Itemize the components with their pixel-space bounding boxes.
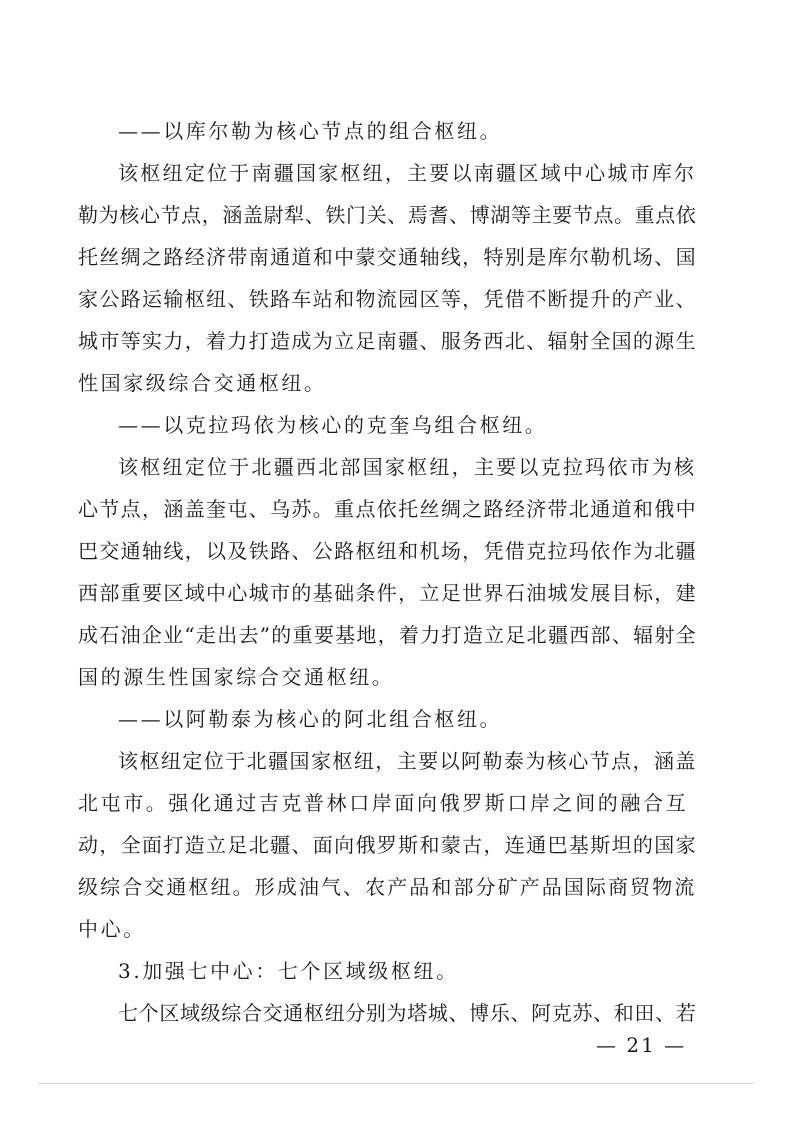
text-line: 成石油企业“走出去”的重要基地，着力打造立足北疆西部、辐射全 [78, 623, 697, 647]
text-line: 3.加强七中心：七个区域级枢纽。 [118, 959, 459, 983]
text-line: 巴交通轴线，以及铁路、公路枢纽和机场，凭借克拉玛依作为北疆 [78, 539, 697, 563]
footer-divider [38, 1083, 755, 1084]
paragraph-altay-hub [78, 740, 698, 950]
text-line: ——以阿勒泰为核心的阿北组合枢纽。 [118, 707, 503, 731]
page-number: — 21 — [596, 1033, 687, 1057]
text-line: 心节点，涵盖奎屯、乌苏。重点依托丝绸之路经济带北通道和俄中 [78, 497, 697, 521]
text-line: 勒为核心节点，涵盖尉犁、铁门关、焉耆、博湖等主要节点。重点依 [78, 203, 697, 227]
text-line: 家公路运输枢纽、铁路车站和物流园区等，凭借不断提升的产业、 [78, 287, 697, 311]
text-line: 该枢纽定位于北疆西北部国家枢纽，主要以克拉玛依市为核 [118, 455, 697, 479]
heading-korla-hub [118, 110, 698, 152]
paragraph-korla-hub [78, 152, 698, 404]
text-line: 级综合交通枢纽。形成油气、农产品和部分矿产品国际商贸物流 [78, 875, 697, 899]
text-line: 性国家级综合交通枢纽。 [78, 371, 327, 395]
text-line: 动，全面打造立足北疆、面向俄罗斯和蒙古，连通巴基斯坦的国家 [78, 833, 697, 857]
text-line: 该枢纽定位于南疆国家枢纽，主要以南疆区域中心城市库尔 [118, 161, 697, 185]
heading-karamay-hub [118, 404, 698, 446]
text-line: 国的源生性国家综合交通枢纽。 [78, 665, 395, 689]
text-line: 北屯市。强化通过吉克普林口岸面向俄罗斯口岸之间的融合互 [78, 791, 689, 815]
text-line: 中心。 [78, 917, 146, 941]
text-line: ——以克拉玛依为核心的克奎乌组合枢纽。 [118, 413, 548, 437]
text-line: 城市等实力，着力打造成为立足南疆、服务西北、辐射全国的源生 [78, 329, 697, 353]
paragraph-seven-centers [118, 992, 698, 1034]
text-line: 西部重要区域中心城市的基础条件，立足世界石油城发展目标，建 [78, 581, 697, 605]
text-line: ——以库尔勒为核心节点的组合枢纽。 [118, 119, 503, 143]
document-body [78, 110, 698, 1034]
heading-seven-centers [118, 950, 698, 992]
text-line: 该枢纽定位于北疆国家枢纽，主要以阿勒泰为核心节点，涵盖 [118, 749, 697, 773]
text-line: 托丝绸之路经济带南通道和中蒙交通轴线，特别是库尔勒机场、国 [78, 245, 697, 269]
text-line: 七个区域级综合交通枢纽分别为塔城、博乐、阿克苏、和田、若 [118, 1001, 697, 1025]
heading-altay-hub [118, 698, 698, 740]
paragraph-karamay-hub [78, 446, 698, 698]
